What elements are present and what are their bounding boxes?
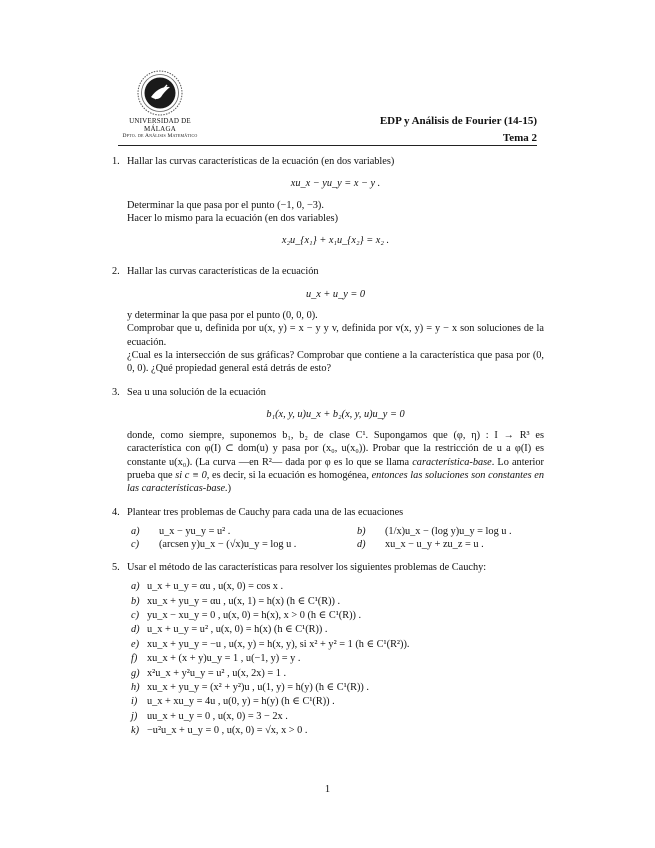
item-equation: xu_x + (x + y)u_y = 1 , u(−1, y) = y . <box>147 653 301 665</box>
problem-4-intro: Plantear tres problemas de Cauchy para cada una de las ecuaciones <box>127 506 404 518</box>
problem-1 <box>112 155 544 255</box>
problem-1-text-3: Hacer lo mismo para la ecuación (en dos variables) <box>127 212 338 224</box>
item-equation: xu_x + yu_y = −u , u(x, y) = h(x, y), si x² + y² = 1 (h ∈ C¹(R²)). <box>147 638 410 650</box>
problem-3-text-d: si c ≡ 0 <box>175 470 207 482</box>
problem-3-text-b: característica-base <box>412 456 492 468</box>
item-label: h) <box>131 682 140 694</box>
problem-2-text-4: ¿Cual es la intersección de sus gráficas? Comprobar que contiene a la característica que pasa por (0, 0, 0). ¿Qué propiedad general está detrás de esto? <box>127 349 544 375</box>
list-item <box>131 710 544 724</box>
list-item <box>131 667 544 681</box>
problem-1-text-2: Determinar la que pasa por el punto (−1, 0, −3). <box>127 199 324 211</box>
problem-2-equation: u_x + u_y = 0 <box>305 288 366 300</box>
problem-4-eq-a: u_x − yu_y = u² . <box>159 525 231 537</box>
header-rule <box>118 145 537 146</box>
problem-5-intro: Usar el método de las características para resolver los siguientes problemas de Cauchy: <box>127 561 487 573</box>
item-label: a) <box>131 581 140 593</box>
item-equation: yu_x − xu_y = 0 , u(x, 0) = h(x), x > 0 (h ∈ C¹(R)) . <box>147 610 362 622</box>
item-label: c) <box>131 610 139 622</box>
problem-3-text-f: entonces las soluciones son constantes en las características-base. <box>127 470 544 495</box>
problem-2-intro: Hallar las curvas características de la ecuación <box>127 266 319 278</box>
page-number: 1 <box>324 784 331 795</box>
university-name: UNIVERSIDAD DE MÁLAGA <box>129 117 191 133</box>
problem-1-equation-2: x₂u_{x₁} + x₁u_{x₂} = x₂ . <box>281 235 390 247</box>
list-item <box>131 595 544 609</box>
item-label: i) <box>131 696 138 708</box>
problem-5 <box>112 561 544 739</box>
problem-4-equations <box>131 525 520 551</box>
item-label: g) <box>131 667 140 679</box>
item-equation: x²u_x + y²u_y = u² , u(x, 2x) = 1 . <box>147 667 287 679</box>
problem-3-text <box>127 429 544 495</box>
list-item <box>131 638 544 652</box>
university-logo <box>118 70 202 139</box>
item-label: c) <box>131 538 139 550</box>
list-item <box>131 580 544 594</box>
problem-5-items <box>131 580 544 738</box>
item-label: f) <box>131 653 138 665</box>
university-seal-icon <box>137 70 183 116</box>
department-name: Dpto. de Análisis Matemático <box>122 133 198 139</box>
list-item <box>131 623 544 637</box>
problem-3-equation: b₁(x, y, u)u_x + b₂(x, y, u)u_y = 0 <box>266 408 405 420</box>
problem-number: 2. <box>112 266 120 278</box>
list-item <box>131 695 544 709</box>
problem-2-text-3: Comprobar que u, definida por u(x, y) = x − y y v, definida por v(x, y) = y − x son soluciones de la ecuación. <box>127 323 544 348</box>
problem-number: 3. <box>112 386 120 398</box>
problem-list <box>112 150 544 739</box>
item-label: a) <box>131 525 140 537</box>
problem-3 <box>112 386 544 496</box>
problem-number: 1. <box>112 156 120 167</box>
item-label: b) <box>357 525 366 537</box>
problem-number: 4. <box>112 506 120 518</box>
item-label: k) <box>131 725 139 737</box>
item-label: j) <box>131 710 138 722</box>
problem-2-text-2: y determinar la que pasa por el punto (0, 0, 0). <box>127 310 318 322</box>
item-equation: xu_x + yu_y = (x² + y²)u , u(1, y) = h(y) (h ∈ C¹(R)) . <box>147 682 369 694</box>
list-item <box>131 652 544 666</box>
header-right <box>380 113 537 147</box>
problem-3-text-c: . Lo anterior prueba que <box>127 456 544 482</box>
problem-4-eq-b: (1/x)u_x − (log y)u_y = log u . <box>385 525 512 537</box>
problem-2 <box>112 265 544 375</box>
problem-3-text-a: donde, como siempre, suponemos b₁, b₂ de clase C¹. Supongamos que (φ, η) : I → R³ es característica con φ(I) ⊂ dom(u) y pasa por (x₀, u(x₀)). Probar que la restricción de u a φ(I) es constante u(x₀). (La curva —en R²— dada por φ es lo que se llama <box>127 430 544 468</box>
item-equation: u_x + xu_y = 4u , u(0, y) = h(y) (h ∈ C¹(R)) . <box>147 696 335 708</box>
list-item <box>131 609 544 623</box>
item-equation: uu_x + u_y = 0 , u(x, 0) = 3 − 2x . <box>147 710 288 722</box>
problem-number: 5. <box>112 561 120 573</box>
item-equation: u_x + u_y = u² , u(x, 0) = h(x) (h ∈ C¹(R)) . <box>147 624 328 636</box>
item-equation: u_x + u_y = αu , u(x, 0) = cos x . <box>147 581 284 593</box>
problem-3-text-g: ) <box>227 483 232 495</box>
list-item <box>131 681 544 695</box>
problem-1-intro: Hallar las curvas características de la ecuación (en dos variables) <box>127 156 395 167</box>
problem-3-text-e: , es decir, si la ecuación es homogénea, <box>206 470 372 482</box>
item-label: e) <box>131 638 139 650</box>
problem-3-intro: Sea u una solución de la ecuación <box>127 386 266 398</box>
topic-title: Tema 2 <box>502 132 537 144</box>
item-label: d) <box>357 538 366 550</box>
list-item <box>131 724 544 738</box>
item-label: b) <box>131 595 140 607</box>
problem-4-eq-d: xu_x − u_y + zu_z = u . <box>385 538 484 550</box>
problem-4-eq-c: (arcsen y)u_x − (√x)u_y = log u . <box>159 538 297 550</box>
problem-4 <box>112 506 544 555</box>
course-title: EDP y Análisis de Fourier (14-15) <box>379 115 537 127</box>
item-equation: −u²u_x + u_y = 0 , u(x, 0) = √x, x > 0 . <box>147 725 308 737</box>
item-label: d) <box>131 624 140 636</box>
problem-1-equation-1: xu_x − yu_y = x − y . <box>290 178 381 190</box>
item-equation: xu_x + yu_y = αu , u(x, 1) = h(x) (h ∈ C¹(R)) . <box>147 595 341 607</box>
